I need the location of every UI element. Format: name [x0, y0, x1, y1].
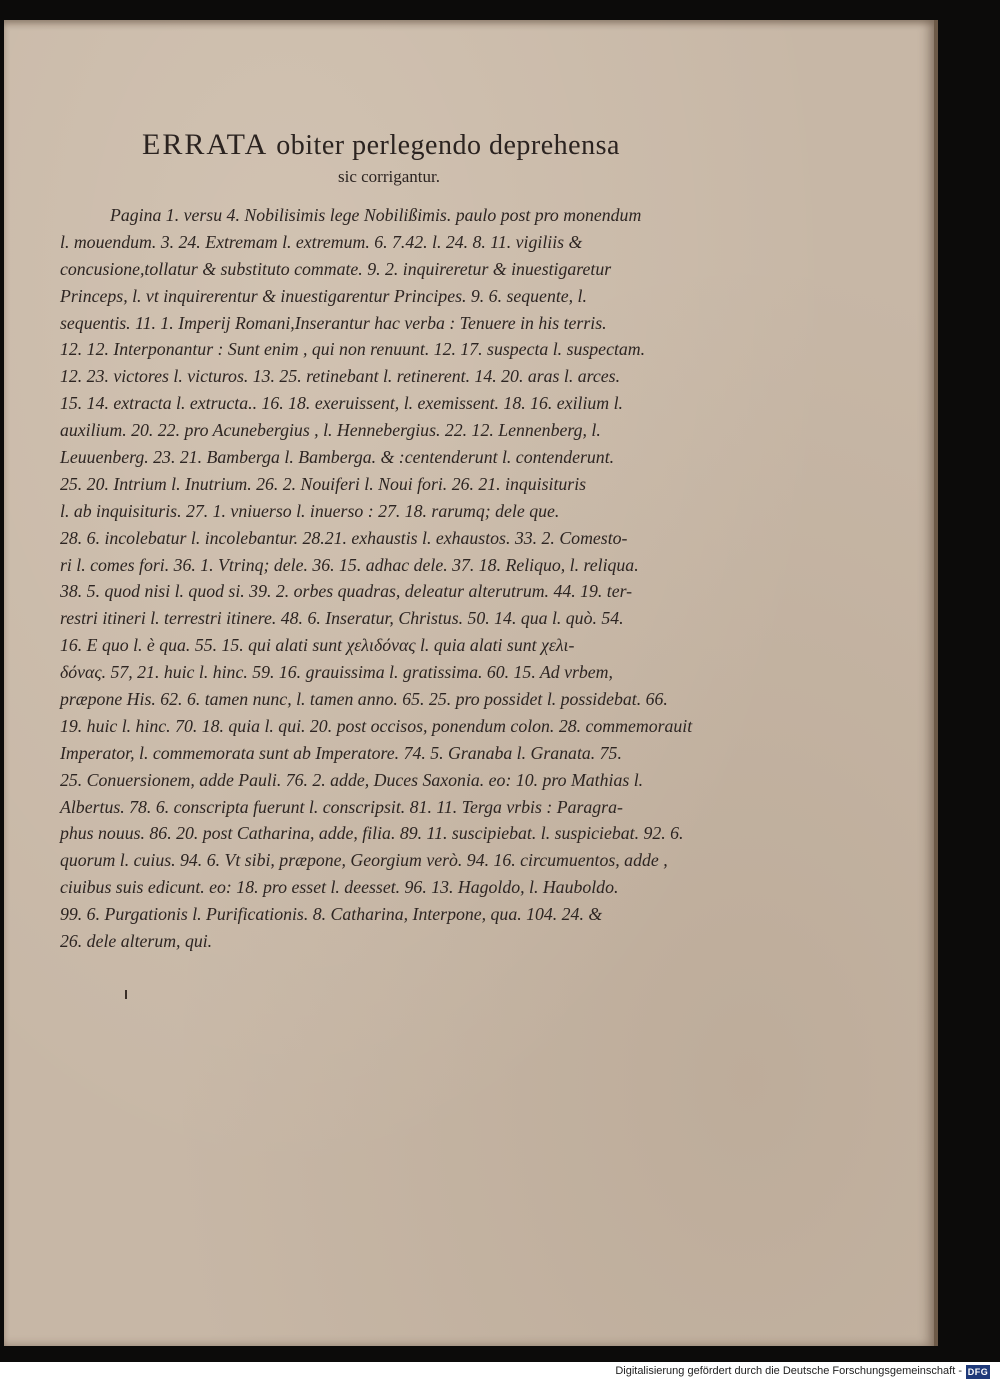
errata-line: ri l. comes fori. 36. 1. Vtrinq; dele. 36. 15. adhac dele. 37. 18. Reliquo, l. reliqua.	[60, 554, 639, 575]
errata-line: δόνας. 57, 21. huic l. hinc. 59. 16. grauissima l. gratissima. 60. 15. Ad vrbem,	[60, 662, 613, 683]
page-edge	[934, 20, 938, 1346]
errata-line: 15. 14. extracta l. extructa.. 16. 18. exeruissent, l. exemissent. 18. 16. exilium l.	[60, 393, 623, 414]
ink-mark	[125, 990, 127, 999]
errata-line: 12. 23. victores l. victuros. 13. 25. retinebant l. retinerent. 14. 20. aras l. arces.	[60, 366, 621, 387]
errata-line: auxilium. 20. 22. pro Acunebergius , l. Hennebergius. 22. 12. Lennenberg, l.	[60, 420, 601, 441]
errata-line: restri itineri l. terrestri itinere. 48. 6. Inseratur, Christus. 50. 14. qua l. quò. 54.	[60, 608, 624, 629]
errata-line: l. mouendum. 3. 24. Extremam l. extremum. 6. 7.42. l. 24. 8. 11. vigiliis &	[60, 231, 583, 252]
errata-line: concusione,tollatur & substituto commate. 9. 2. inquireretur & inuestigaretur	[60, 258, 612, 279]
errata-line: Leuuenberg. 23. 21. Bamberga l. Bamberga. & :centenderunt l. contenderunt.	[60, 447, 615, 468]
errata-line: 16. E quo l. è qua. 55. 15. qui alati sunt χελιδόνας l. quia alati sunt χελι-	[60, 635, 575, 656]
errata-heading-caps: ERRATA	[142, 128, 269, 161]
errata-line: 25. Conuersionem, adde Pauli. 76. 2. adde, Duces Saxonia. eo: 10. pro Mathias l.	[60, 769, 644, 790]
errata-line: 28. 6. incolebatur l. incolebantur. 28.21. exhaustis l. exhaustos. 33. 2. Comesto-	[60, 527, 628, 548]
errata-heading	[142, 128, 742, 162]
errata-line: Princeps, l. vt inquirerentur & inuestigarentur Principes. 9. 6. sequente, l.	[60, 285, 587, 306]
errata-line: Imperator, l. commemorata sunt ab Imperatore. 74. 5. Granaba l. Granata. 75.	[60, 742, 622, 763]
errata-heading-rest: obiter perlegendo deprehensa	[276, 130, 620, 161]
funding-notice: Digitalisierung gefördert durch die Deutsche Forschungsgemeinschaft -	[615, 1365, 962, 1377]
errata-line: 26. dele alterum, qui.	[60, 931, 213, 952]
errata-line: quorum l. cuius. 94. 6. Vt sibi, præpone, Georgium verò. 94. 16. circumuentos, adde ,	[60, 850, 668, 871]
errata-line: 99. 6. Purgationis l. Purificationis. 8. Catharina, Interpone, qua. 104. 24. &	[60, 904, 603, 925]
errata-line: 38. 5. quod nisi l. quod si. 39. 2. orbes quadras, deleatur alterutrum. 44. 19. ter-	[60, 581, 633, 602]
errata-text	[60, 202, 740, 955]
errata-subheading: sic corrigantur.	[338, 167, 440, 186]
errata-line: l. ab inquisituris. 27. 1. vniuerso l. inuerso : 27. 18. rarumq; dele que.	[60, 500, 560, 521]
errata-line: 19. huic l. hinc. 70. 18. quia l. qui. 20. post occisos, ponendum colon. 28. commemorauit	[60, 715, 693, 736]
errata-line: ciuibus suis edicunt. eo: 18. pro esset l. deesset. 96. 13. Hagoldo, l. Hauboldo.	[60, 877, 619, 898]
errata-line: phus nouus. 86. 20. post Catharina, adde, filia. 89. 11. suscipiebat. l. suspiciebat. 92. 6.	[60, 823, 684, 844]
errata-line: 25. 20. Intrium l. Inutrium. 26. 2. Nouiferi l. Noui fori. 26. 21. inquisituris	[60, 473, 587, 494]
errata-line: 12. 12. Interponantur : Sunt enim , qui non renuunt. 12. 17. suspecta l. suspectam.	[60, 339, 646, 360]
errata-line: sequentis. 11. 1. Imperij Romani,Inserantur hac verba : Tenuere in his terris.	[60, 312, 607, 333]
footer-bar	[0, 1362, 1000, 1383]
errata-line: præpone His. 62. 6. tamen nunc, l. tamen anno. 65. 25. pro possidet l. possidebat. 66.	[60, 689, 668, 710]
errata-line: Albertus. 78. 6. conscripta fuerunt l. conscripsit. 81. 11. Terga vrbis : Paragra-	[60, 796, 623, 817]
errata-line: Pagina 1. versu 4. Nobilisimis lege Nobilißimis. paulo post pro monendum	[110, 205, 642, 225]
dfg-logo[interactable]: DFG	[967, 1367, 989, 1377]
